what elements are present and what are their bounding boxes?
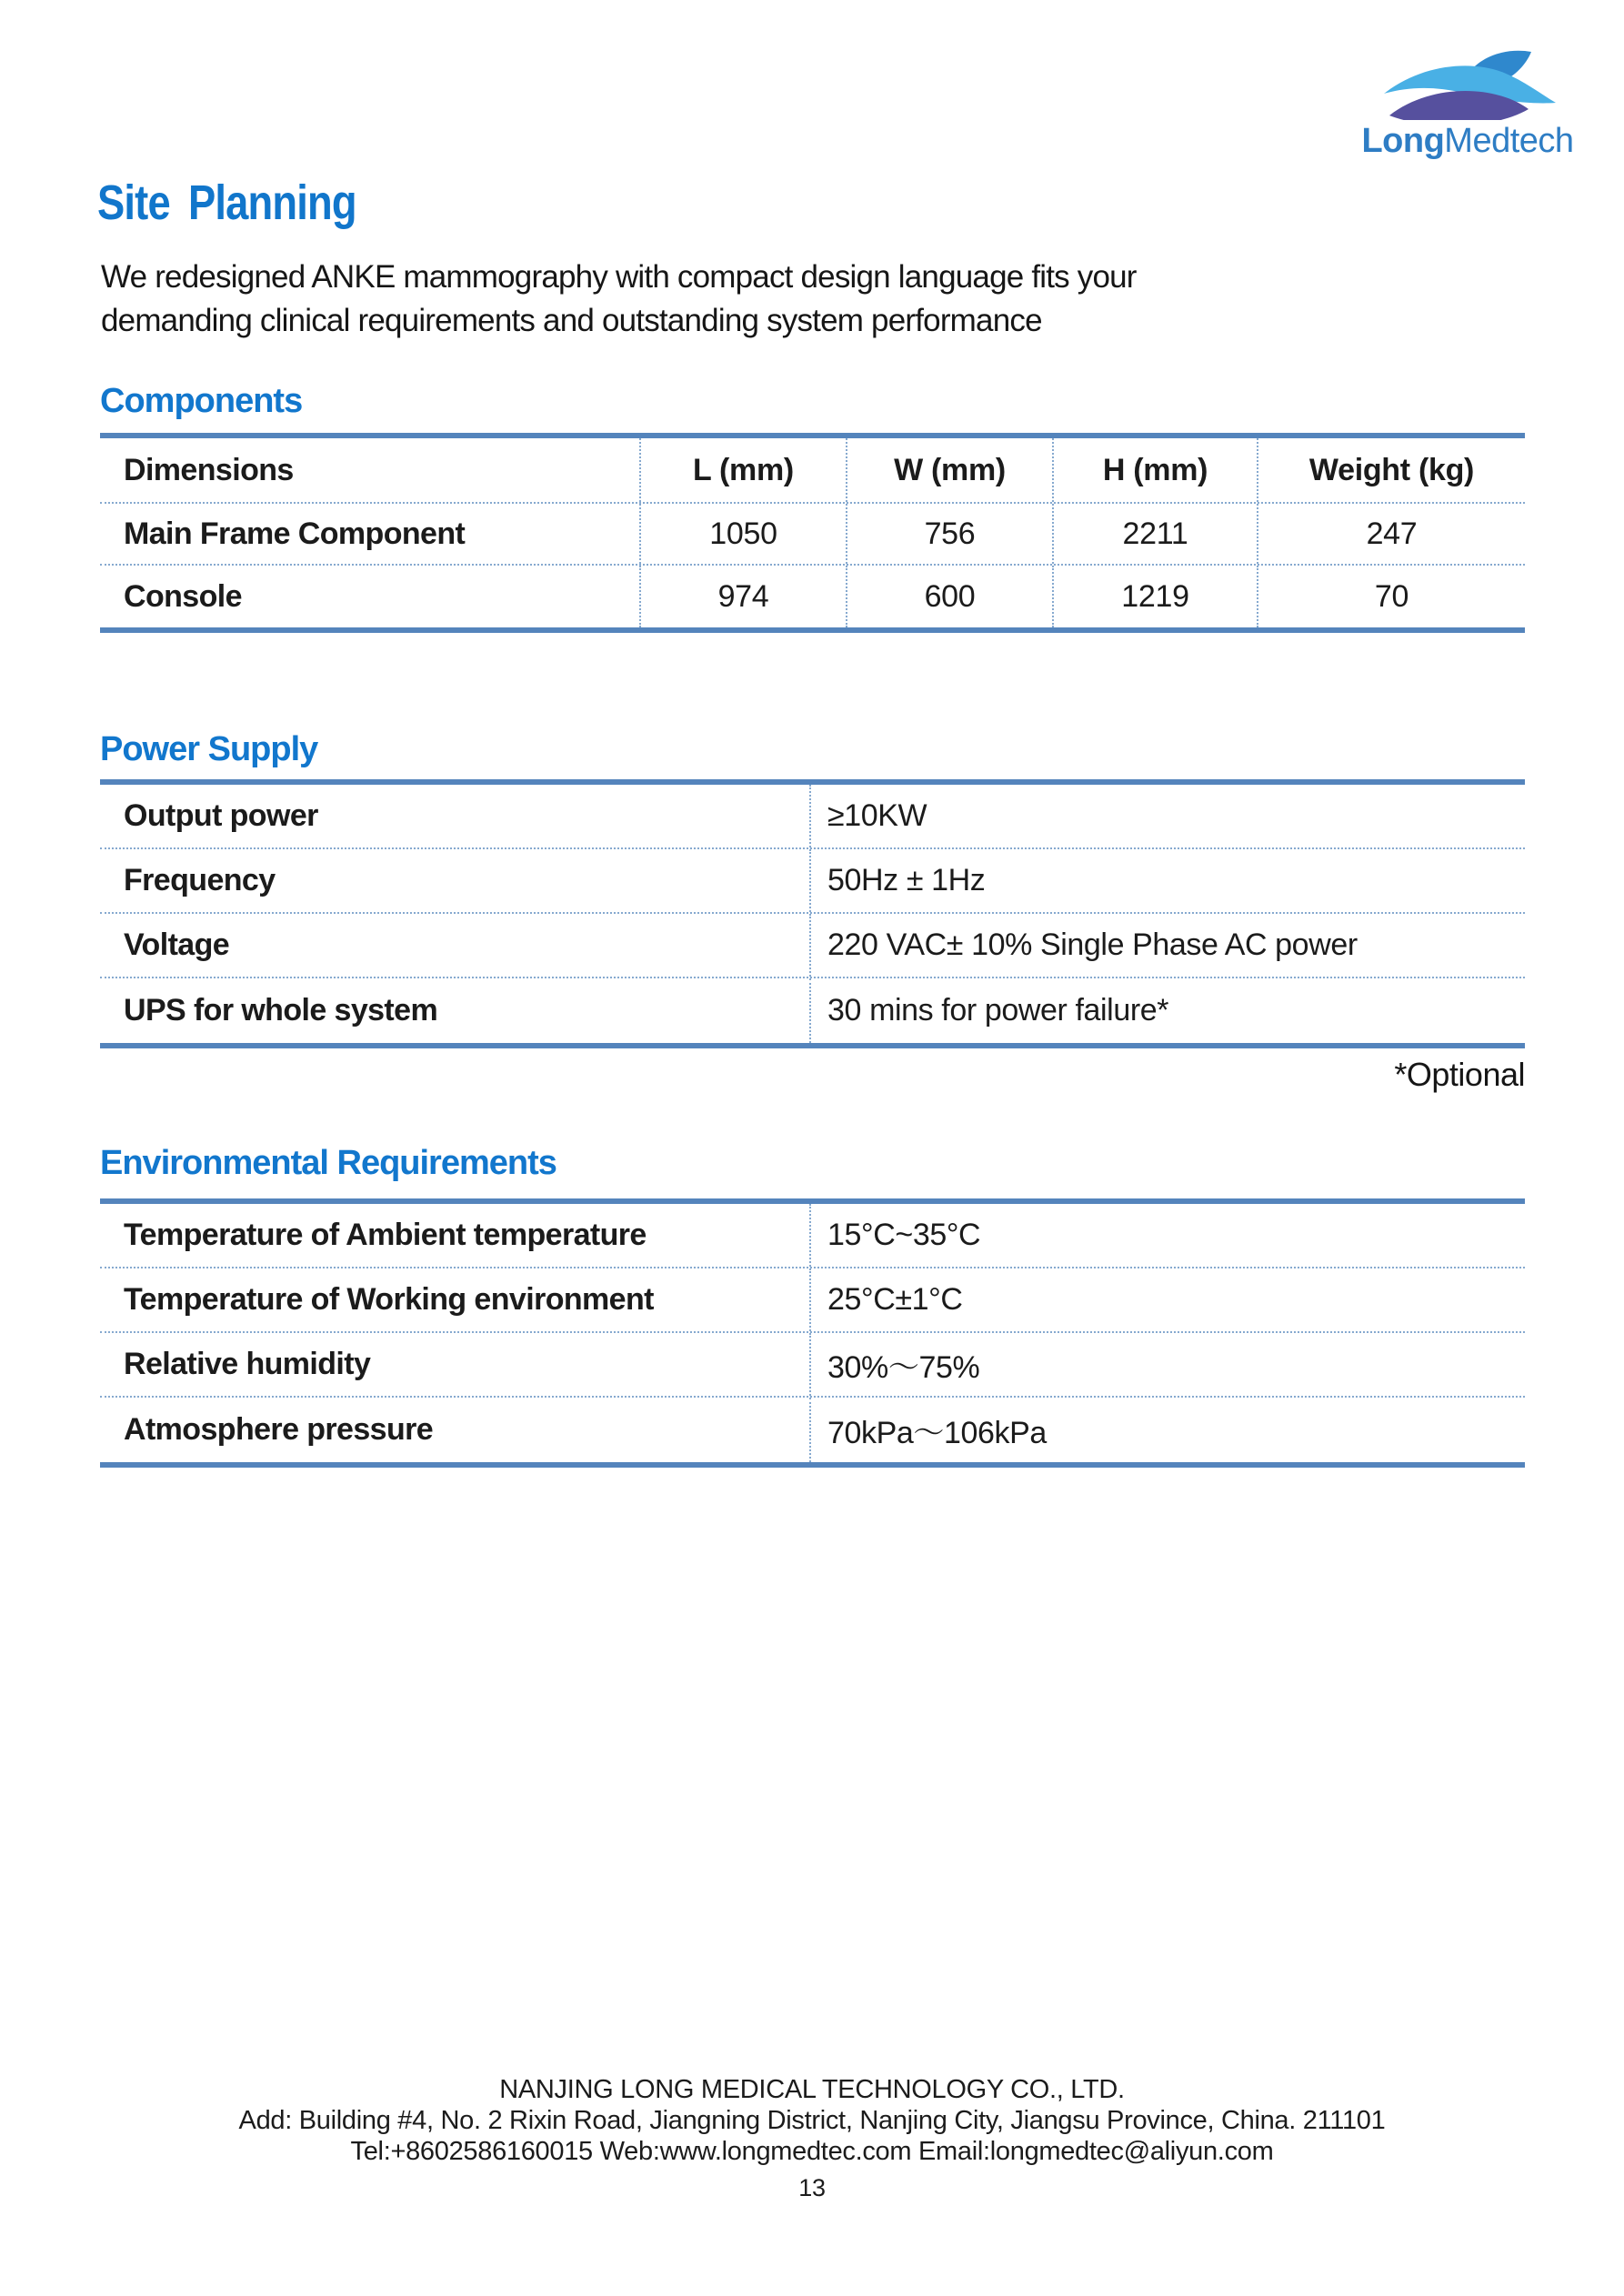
row-label: Relative humidity	[124, 1347, 371, 1381]
cell-value: 30%～75%	[809, 1333, 1525, 1396]
logo-wordmark	[1360, 122, 1575, 161]
cell-value: 247	[1257, 504, 1525, 564]
cell-value: 974	[639, 566, 846, 627]
power-section-heading: Power Supply	[100, 730, 318, 768]
row-label: Main Frame Component	[124, 516, 466, 551]
environment-section-heading: Environmental Requirements	[100, 1144, 556, 1182]
environmental-requirements-table	[100, 1198, 1525, 1468]
components-header-dimensions: Dimensions	[124, 452, 294, 487]
components-section-heading: Components	[100, 382, 303, 420]
footer-contact: Tel:+8602586160015 Web:www.longmedtec.com Email:longmedtec@aliyun.com	[350, 2137, 1274, 2166]
logo-brand-bold: Long	[1361, 122, 1445, 160]
logo	[1360, 45, 1575, 161]
cell-value: 15°C~35°C	[809, 1204, 1525, 1267]
table-row	[100, 785, 1525, 849]
table-row	[100, 1204, 1525, 1268]
cell-value: 1219	[1052, 566, 1257, 627]
components-header-w: W (mm)	[846, 438, 1052, 502]
table-row	[100, 1398, 1525, 1462]
row-label: Atmosphere pressure	[124, 1412, 434, 1447]
table-row	[100, 914, 1525, 978]
cell-value: 70	[1257, 566, 1525, 627]
row-label: Output power	[124, 798, 318, 833]
row-label: UPS for whole system	[124, 993, 438, 1028]
page-number: 13	[798, 2174, 826, 2201]
table-row	[100, 849, 1525, 914]
cell-value: ≥10KW	[809, 785, 1525, 847]
row-label: Frequency	[124, 863, 276, 897]
cell-value: 220 VAC± 10% Single Phase AC power	[809, 914, 1525, 977]
cell-value: 30 mins for power failure*	[809, 978, 1525, 1043]
optional-footnote: *Optional	[1394, 1056, 1525, 1093]
table-row	[100, 504, 1525, 566]
page-title: Site Planning	[97, 175, 356, 230]
intro-line-1: We redesigned ANKE mammography with compact design language fits your	[101, 259, 1137, 295]
intro-paragraph	[101, 256, 1137, 343]
row-label: Console	[124, 578, 242, 614]
cell-value: 1050	[639, 504, 846, 564]
cell-value: 25°C±1°C	[809, 1268, 1525, 1331]
power-supply-table	[100, 779, 1525, 1048]
components-table	[100, 433, 1525, 633]
table-row	[100, 1333, 1525, 1398]
table-row	[100, 566, 1525, 627]
cell-value: 2211	[1052, 504, 1257, 564]
footer-address: Add: Building #4, No. 2 Rixin Road, Jiangning District, Nanjing City, Jiangsu Province, China. 211101	[238, 2106, 1386, 2135]
components-header-row	[100, 438, 1525, 504]
row-label: Temperature of Working environment	[124, 1282, 654, 1317]
footer-company-name: NANJING LONG MEDICAL TECHNOLOGY CO., LTD.	[499, 2075, 1125, 2104]
components-header-h: H (mm)	[1052, 438, 1257, 502]
row-label: Voltage	[124, 927, 230, 962]
cell-value: 50Hz ± 1Hz	[809, 849, 1525, 912]
row-label: Temperature of Ambient temperature	[124, 1218, 647, 1252]
logo-swoosh-icon	[1377, 45, 1559, 120]
cell-value: 600	[846, 566, 1052, 627]
cell-value: 70kPa～106kPa	[809, 1398, 1525, 1462]
components-header-l: L (mm)	[639, 438, 846, 502]
components-header-weight: Weight (kg)	[1257, 438, 1525, 502]
table-row	[100, 978, 1525, 1043]
cell-value: 756	[846, 504, 1052, 564]
intro-line-2: demanding clinical requirements and outstanding system performance	[101, 303, 1042, 338]
table-row	[100, 1268, 1525, 1333]
logo-brand-light: Medtech	[1444, 122, 1574, 160]
